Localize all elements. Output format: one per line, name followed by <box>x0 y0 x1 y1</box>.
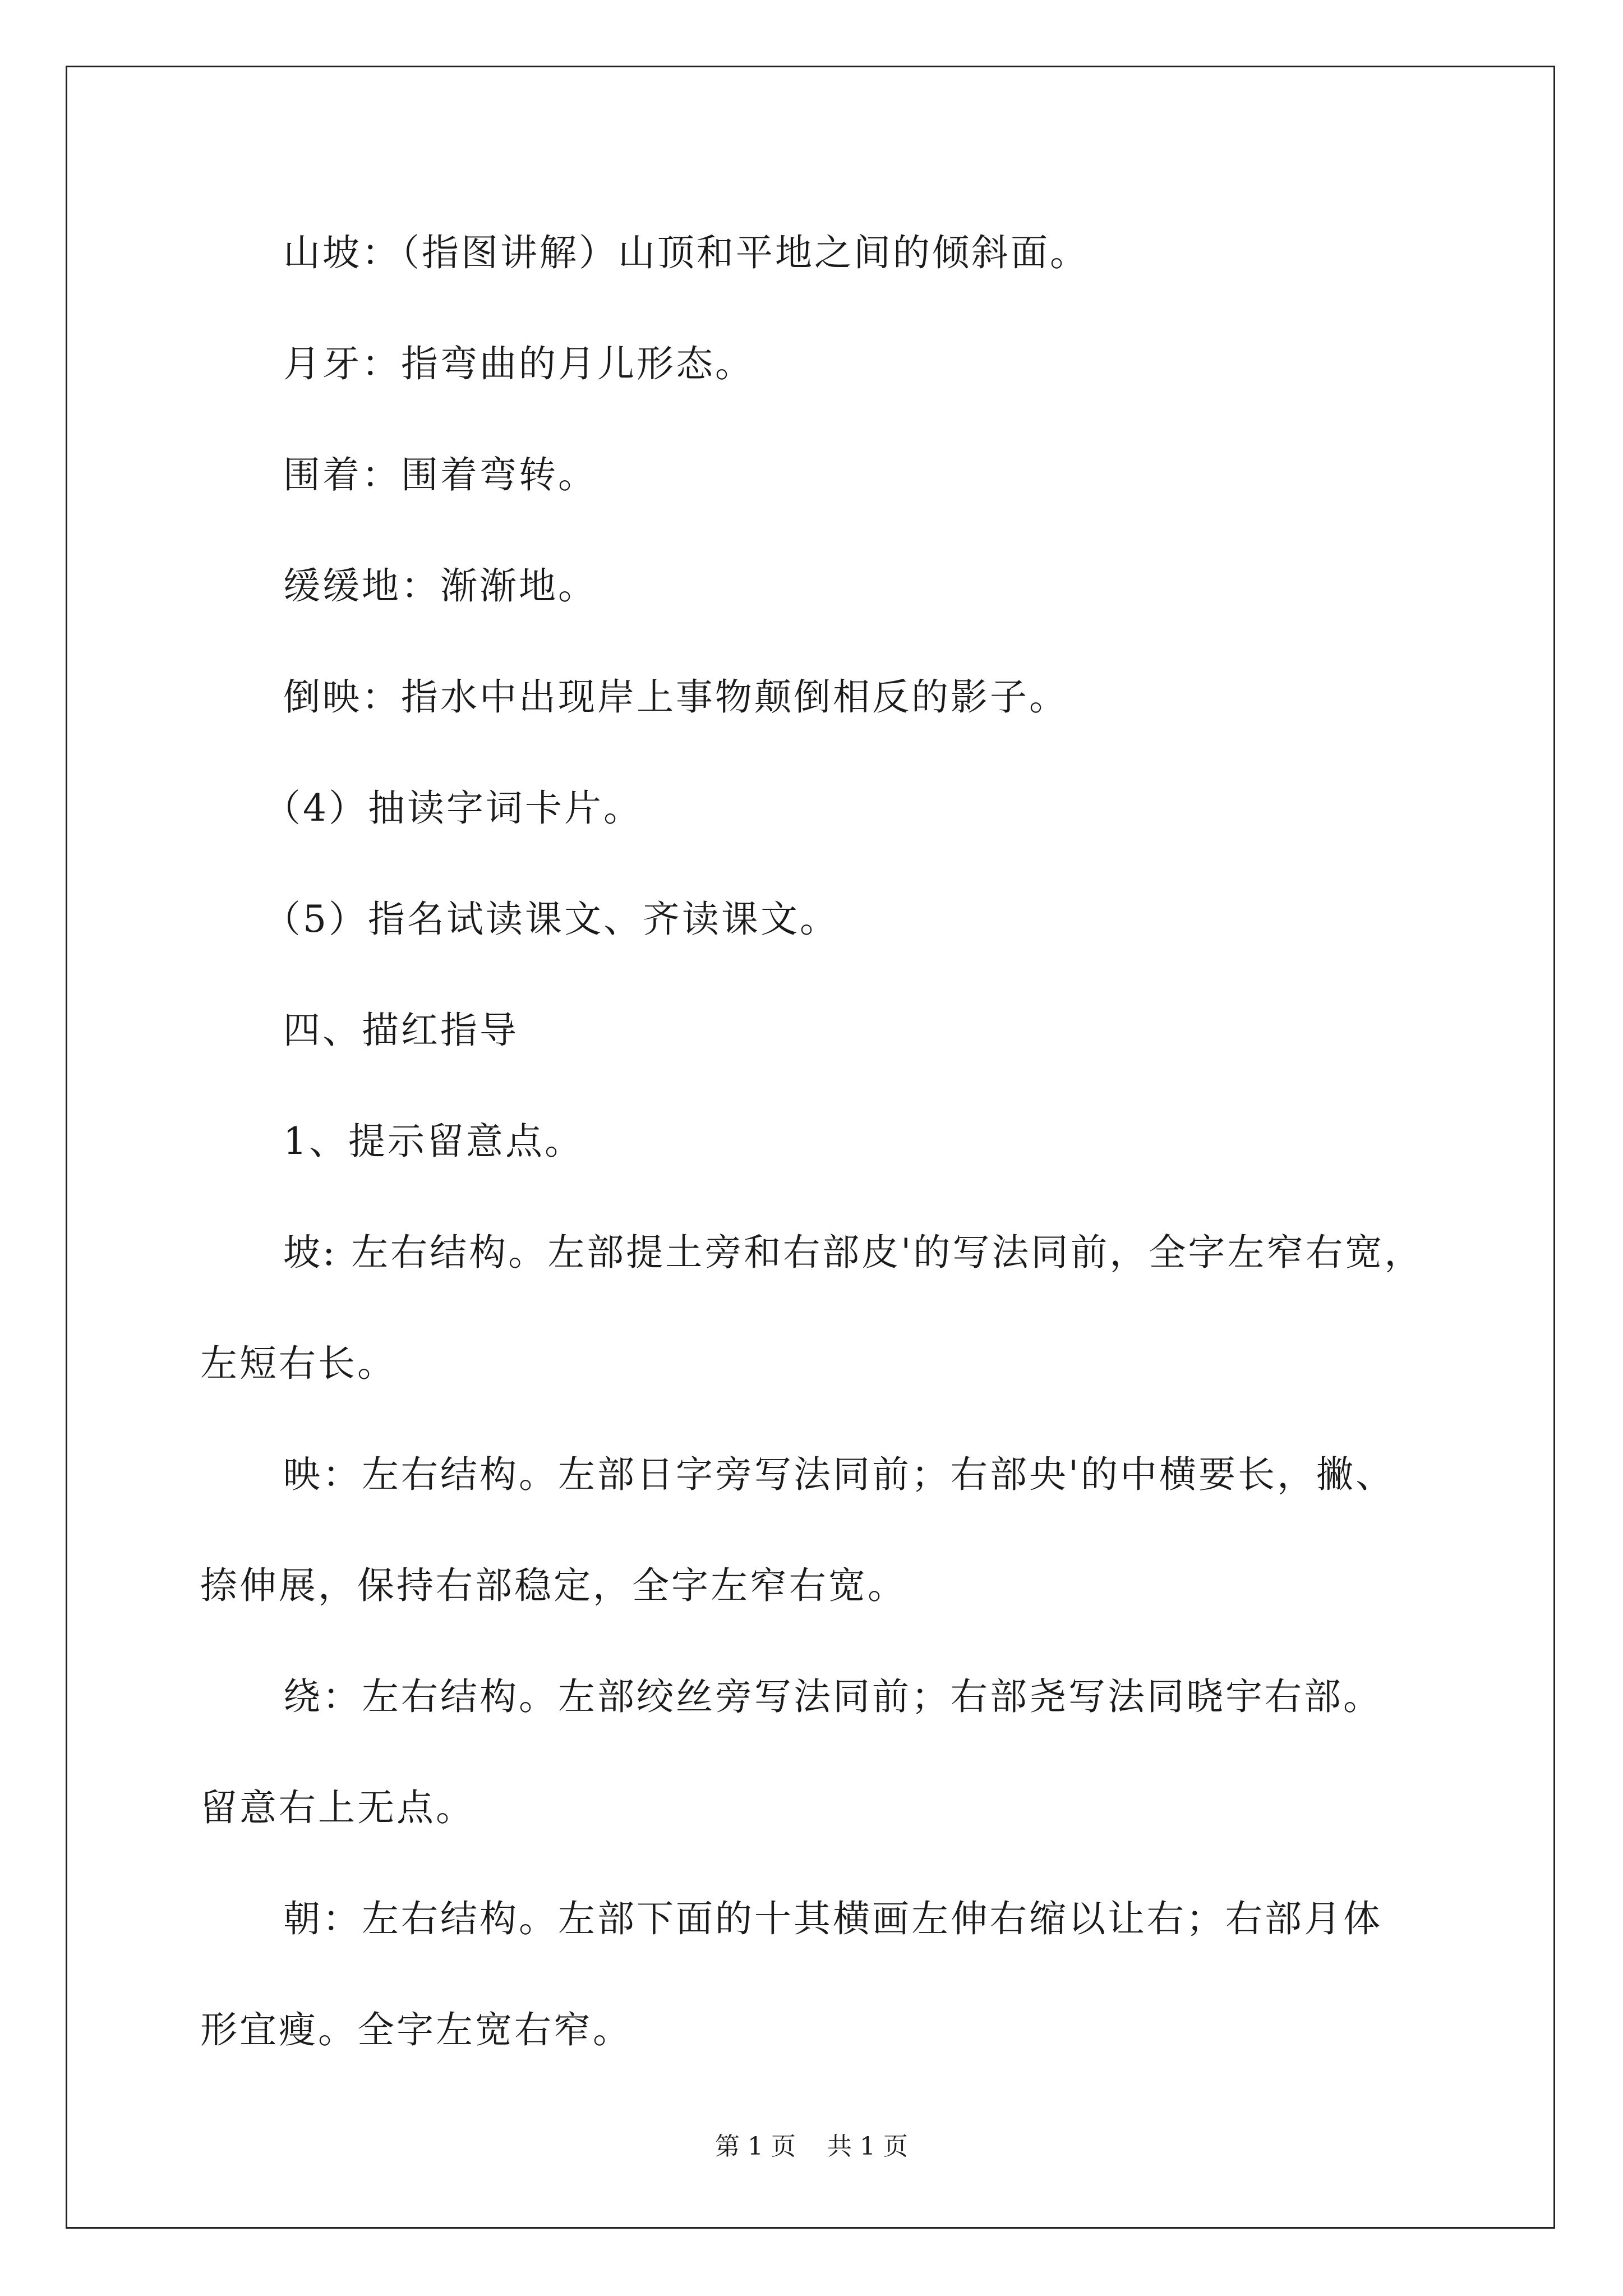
paragraph-shanpo: 山坡：（指图讲解）山顶和平地之间的倾斜面。 <box>283 231 1089 274</box>
note-rao-line-1: 绕：左右结构。左部绞丝旁写法同前；右部尧写法同晓宇右部。 <box>283 1675 1382 1718</box>
section-heading-4: 四、描红指导 <box>283 1009 519 1052</box>
paragraph-step-5: （5）指名试读课文、齐读课文。 <box>264 898 839 941</box>
paragraph-yueya: 月牙：指弯曲的月儿形态。 <box>283 342 754 385</box>
note-ying-line-2: 捺伸展，保持右部稳定，全字左窄右宽。 <box>200 1564 907 1607</box>
note-rao-line-2: 留意右上无点。 <box>200 1786 475 1829</box>
paragraph-tip-1: 1、提示留意点。 <box>283 1120 584 1163</box>
page-number: 第 1 页 共 1 页 <box>715 2132 908 2161</box>
note-chao-line-2: 形宜瘦。全字左宽右窄。 <box>200 2008 632 2051</box>
paragraph-weizhe: 围着：围着弯转。 <box>283 453 597 496</box>
paragraph-daoying: 倒映：指水中出现岸上事物颠倒相反的影子。 <box>283 675 1068 719</box>
note-po-line-1: 坡: 左右结构。左部提土旁和右部皮'的写法同前，全字左窄右宽， <box>283 1231 1424 1274</box>
note-ying-line-1: 映：左右结构。左部日字旁写法同前；右部央'的中横要长，撇、 <box>283 1453 1395 1496</box>
note-chao-line-1: 朝：左右结构。左部下面的十其横画左伸右缩以让右；右部月体 <box>283 1897 1382 1940</box>
paragraph-step-4: （4）抽读字词卡片。 <box>264 786 643 830</box>
note-po-line-2: 左短右长。 <box>200 1342 396 1385</box>
paragraph-huanhuan: 缓缓地：渐渐地。 <box>283 564 597 608</box>
